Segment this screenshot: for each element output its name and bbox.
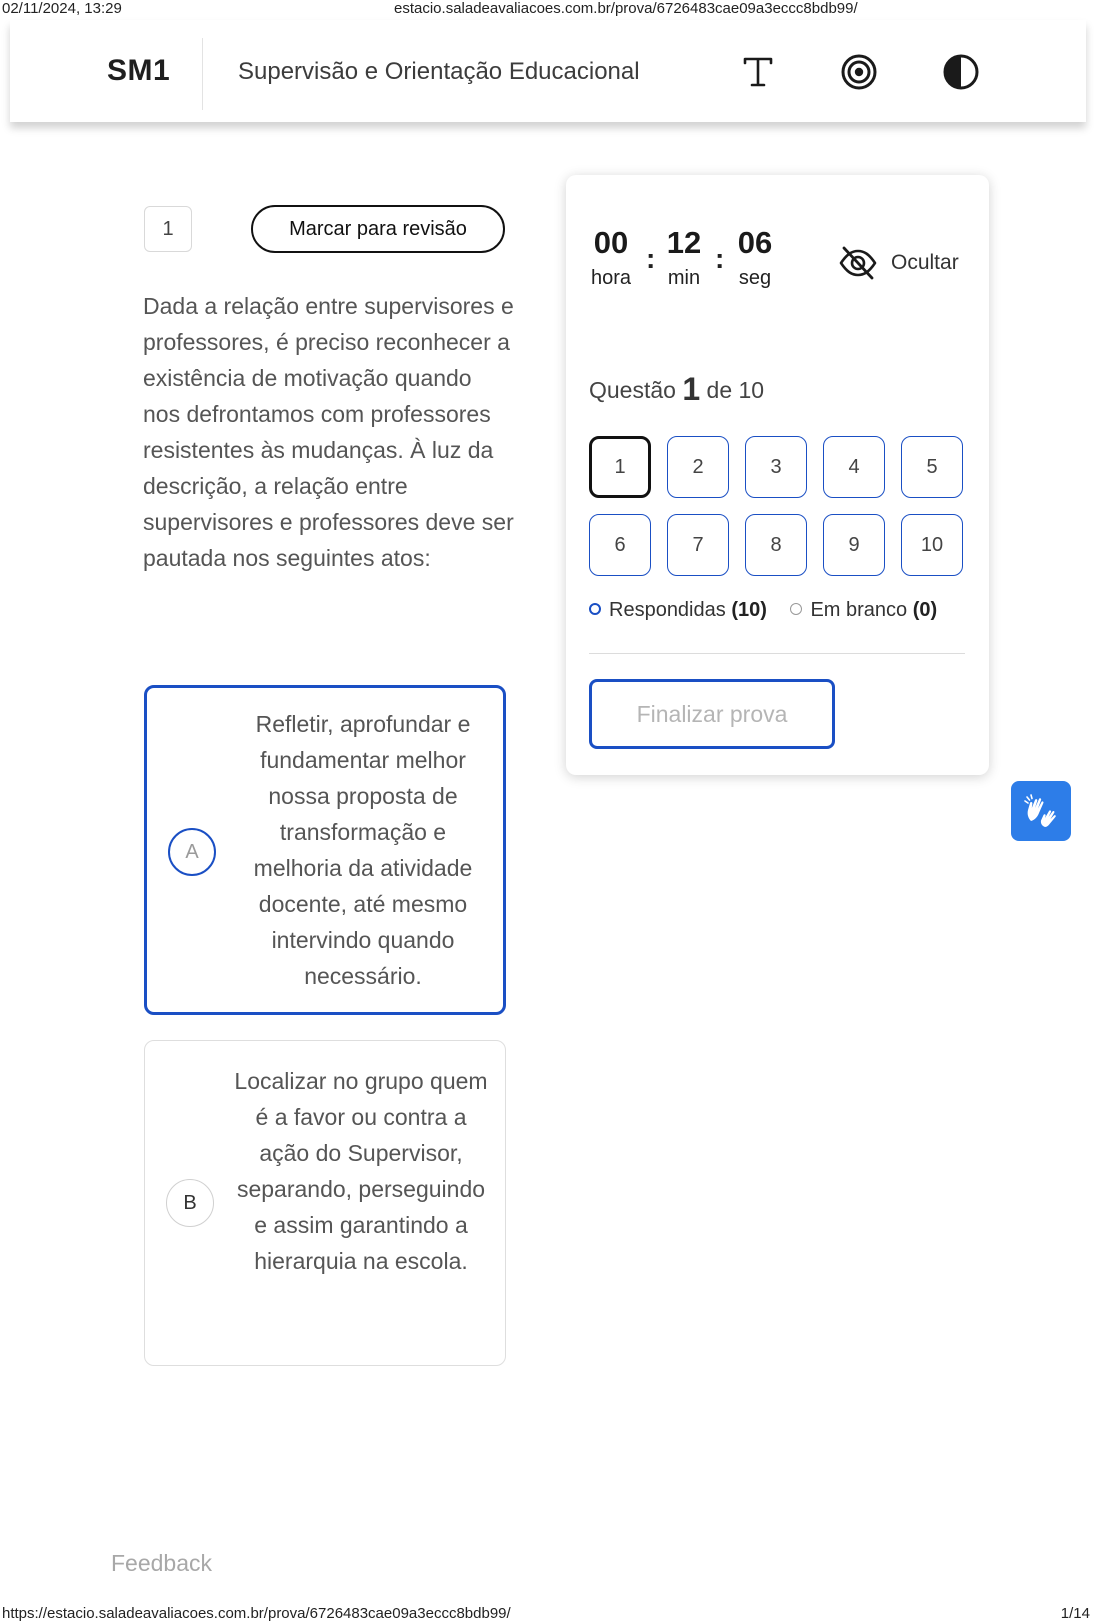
answered-dot-icon <box>589 603 601 615</box>
print-datetime: 02/11/2024, 13:29 <box>2 0 122 17</box>
hide-timer-button[interactable]: Ocultar <box>891 251 959 274</box>
question-nav-button[interactable]: 8 <box>745 514 807 576</box>
answer-status-legend <box>589 599 937 622</box>
header-divider <box>202 38 203 110</box>
eye-off-icon[interactable] <box>838 243 878 283</box>
question-number: 1 <box>144 206 192 252</box>
question-nav-button[interactable]: 3 <box>745 436 807 498</box>
feedback-link[interactable]: Feedback <box>111 1550 213 1576</box>
question-nav-button[interactable]: 4 <box>823 436 885 498</box>
course-title: Supervisão e Orientação Educacional <box>238 58 640 85</box>
panel-divider <box>589 653 965 654</box>
print-page-number: 1/14 <box>1060 1605 1090 1622</box>
question-counter-suffix: de 10 <box>706 377 765 403</box>
timer-separator: : <box>715 243 725 274</box>
question-nav-button[interactable]: 6 <box>589 514 651 576</box>
font-size-icon[interactable] <box>734 48 782 96</box>
question-nav-button[interactable]: 9 <box>823 514 885 576</box>
print-url: estacio.saladeavaliacoes.com.br/prova/6726483cae09a3eccc8bdb99/ <box>394 0 858 17</box>
top-header <box>10 20 1086 122</box>
timer-hours <box>588 225 634 290</box>
timer-hours-value: 00 <box>593 225 629 260</box>
exam-side-panel <box>566 175 989 775</box>
timer-minutes-value: 12 <box>666 225 702 260</box>
question-counter-current: 1 <box>682 371 701 407</box>
question-nav-button[interactable]: 2 <box>667 436 729 498</box>
print-footer-url: https://estacio.saladeavaliacoes.com.br/prova/6726483cae09a3eccc8bdb99/ <box>2 1605 511 1622</box>
print-footer <box>0 1603 1094 1623</box>
blank-label: Em branco <box>810 599 908 621</box>
blank-dot-icon <box>790 603 802 615</box>
option-letter: A <box>168 828 216 876</box>
option-a[interactable] <box>144 685 506 1015</box>
blank-count: (0) <box>912 599 938 621</box>
option-letter: B <box>166 1179 214 1227</box>
contrast-icon[interactable] <box>937 48 985 96</box>
timer-seconds-label: seg <box>738 267 772 289</box>
timer-minutes-label: min <box>667 267 701 289</box>
option-text: Refletir, aprofundar e fundamentar melhor nossa proposta de transformação e melhoria da atividade docente, até mesmo intervindo quando necessário. <box>253 711 473 989</box>
question-nav-button[interactable]: 10 <box>901 514 963 576</box>
question-counter <box>589 371 764 408</box>
sign-language-hands-icon[interactable] <box>1011 781 1071 841</box>
timer-hours-label: hora <box>590 267 632 289</box>
answered-label: Respondidas <box>609 599 726 621</box>
option-b[interactable] <box>144 1040 506 1366</box>
question-nav-button[interactable]: 7 <box>667 514 729 576</box>
mark-for-review-button[interactable]: Marcar para revisão <box>251 205 505 253</box>
target-icon[interactable] <box>835 48 883 96</box>
timer-seconds <box>733 225 777 290</box>
finish-exam-button[interactable]: Finalizar prova <box>589 679 835 749</box>
timer-minutes <box>664 225 704 290</box>
question-nav-button[interactable]: 1 <box>589 436 651 498</box>
option-text: Localizar no grupo quem é a favor ou contra a ação do Supervisor, separando, perseguindo e assim garantindo a hierarquia na escola. <box>234 1068 488 1274</box>
question-text: Dada a relação entre supervisores e professores, é preciso reconhecer a existência de motivação quando nos defrontamos com professores resistentes às mudanças. À luz da descrição, a relação entre supervisores e professores deve ser pautada nos seguintes atos: <box>143 293 514 571</box>
timer-seconds-value: 06 <box>737 225 773 260</box>
timer-separator: : <box>646 243 656 274</box>
question-counter-prefix: Questão <box>589 377 676 403</box>
question-nav-button[interactable]: 5 <box>901 436 963 498</box>
print-header <box>0 0 1094 18</box>
logo: SM1 <box>107 54 171 87</box>
answered-count: (10) <box>731 599 767 621</box>
